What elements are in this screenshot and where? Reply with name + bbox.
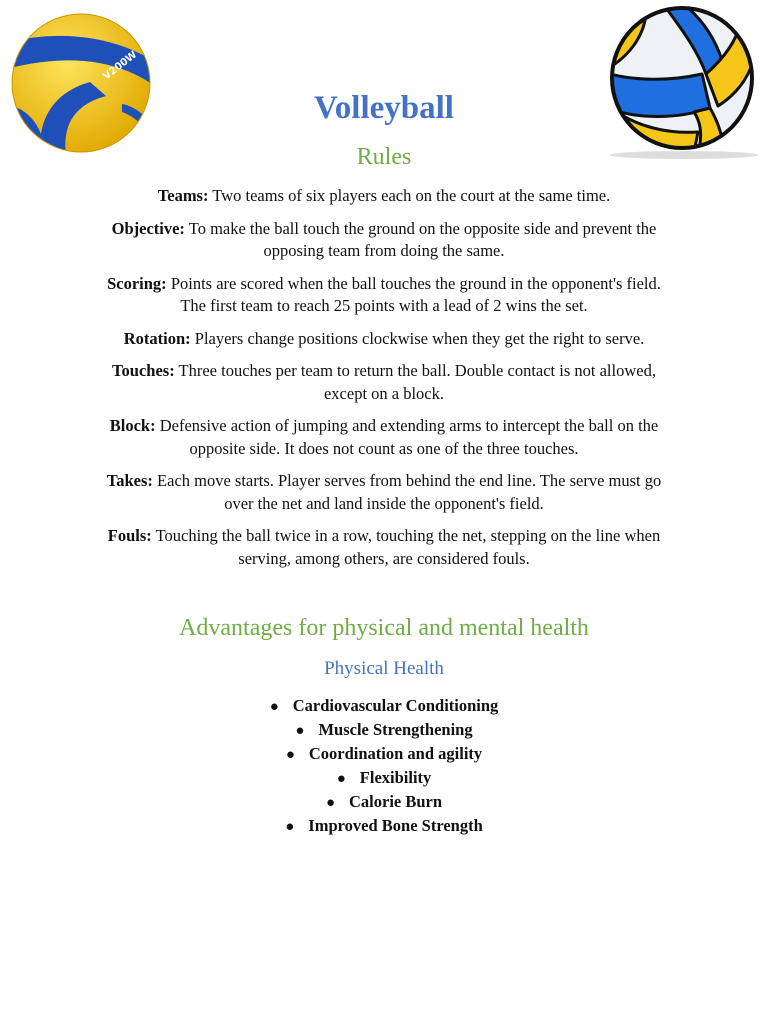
list-item: [0, 766, 768, 790]
rule-teams: [102, 185, 666, 208]
list-item-label: Coordination and agility: [308, 744, 483, 763]
page-title: Volleyball: [314, 90, 454, 126]
rule-block: [102, 415, 666, 460]
rule-text: Players change positions clockwise when they get the right to serve.: [190, 328, 645, 348]
volleyball-cartoon-right: [606, 2, 762, 162]
physical-health-list: [0, 694, 768, 838]
rule-text: Touching the ball twice in a row, touching the net, stepping on the line when serving, among others, are considered fouls.: [151, 526, 661, 568]
rule-term: Teams:: [157, 186, 209, 205]
bullet-icon: ●: [325, 795, 335, 811]
rule-term: Fouls:: [107, 526, 152, 545]
list-item-label: Improved Bone Strength: [308, 816, 483, 835]
physical-health-heading: Physical Health: [324, 658, 444, 679]
rule-text: Points are scored when the ball touches the ground in the opponent's field. The first team to reach 25 points with a lead of 2 wins the set.: [166, 273, 661, 315]
list-item-label: Muscle Strengthening: [318, 720, 473, 739]
rule-scoring: [102, 273, 666, 318]
list-item: [0, 694, 768, 718]
rule-rotation: [102, 328, 666, 351]
list-item: [0, 814, 768, 838]
list-item: [0, 718, 768, 742]
list-item-label: Calorie Burn: [349, 792, 443, 811]
rule-fouls: [102, 525, 666, 570]
rule-term: Block:: [109, 416, 156, 435]
volleyball-photo-left: [10, 12, 152, 154]
list-item: [0, 742, 768, 766]
list-item: [0, 790, 768, 814]
bullet-icon: ●: [269, 699, 279, 715]
bullet-icon: ●: [295, 723, 305, 739]
rule-term: Takes:: [106, 471, 153, 490]
rule-text: Defensive action of jumping and extending arms to intercept the ball on the opposite side. It does not count as one of the three touches.: [155, 416, 659, 458]
rule-text: Two teams of six players each on the court at the same time.: [208, 186, 611, 205]
rule-objective: [102, 218, 666, 263]
list-item-label: Flexibility: [359, 768, 432, 787]
rule-term: Rotation:: [123, 328, 191, 348]
bullet-icon: ●: [336, 771, 346, 787]
list-item-label: Cardiovascular Conditioning: [292, 696, 499, 715]
rule-term: Objective:: [111, 218, 185, 238]
rule-text: Each move starts. Player serves from behind the end line. The serve must go over the net and land inside the opponent's field.: [152, 471, 662, 513]
rule-term: Scoring:: [107, 273, 167, 293]
rule-takes: [102, 470, 666, 515]
rule-text: Three touches per team to return the ball. Double contact is not allowed, except on a block.: [174, 361, 656, 403]
rules-list: [102, 185, 666, 580]
advantages-heading: Advantages for physical and mental health: [179, 615, 589, 641]
rule-touches: [102, 360, 666, 405]
rule-text: To make the ball touch the ground on the opposite side and prevent the opposing team from doing the same.: [184, 218, 657, 260]
rule-term: Touches:: [112, 361, 175, 380]
bullet-icon: ●: [285, 819, 295, 835]
ball-model-label: V200W: [101, 49, 140, 83]
rules-heading: Rules: [356, 144, 412, 170]
bullet-icon: ●: [285, 747, 295, 763]
